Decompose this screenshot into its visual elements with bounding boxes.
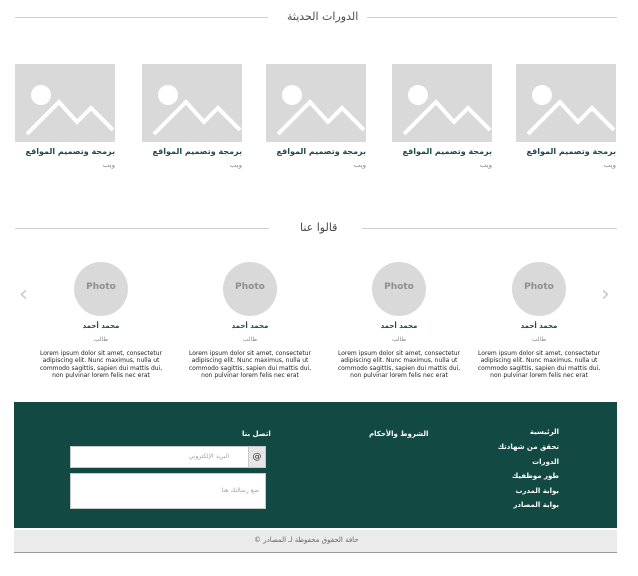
footer-link-develop-employees[interactable]: طور موظفيك xyxy=(511,472,559,480)
course-title[interactable]: برمجة وتصميم المواقع xyxy=(276,147,366,156)
photo-placeholder-label: Photo xyxy=(86,282,116,292)
course-thumbnail-image xyxy=(142,64,242,142)
header-divider-left xyxy=(15,17,268,18)
photo-placeholder-label: Photo xyxy=(524,282,554,292)
email-placeholder: البريد الإلكتروني xyxy=(188,453,229,460)
course-category: ويب xyxy=(603,161,616,169)
avatar xyxy=(512,262,566,316)
testimonial-text: Lorem ipsum dolor sit amet, consectetur adipiscing elit. Nunc maximus, nulla ut commodo sagittis, sapien dui mattis dui, non pulvinar lorem felis nec erat xyxy=(477,350,601,380)
testimonial-text: Lorem ipsum dolor sit amet, consectetur adipiscing elit. Nunc maximus, nulla ut commodo sagittis, sapien dui mattis dui, non pulvinar lorem felis nec erat xyxy=(337,350,461,380)
site-footer xyxy=(14,402,617,528)
avatar xyxy=(223,262,277,316)
photo-placeholder-label: Photo xyxy=(235,282,265,292)
course-thumbnail-image xyxy=(392,64,492,142)
course-title[interactable]: برمجة وتصميم المواقع xyxy=(25,147,115,156)
testimonial-card xyxy=(474,262,604,394)
email-field[interactable] xyxy=(70,446,266,468)
testimonial-name: محمد أحمد xyxy=(231,322,269,330)
recent-courses-header xyxy=(15,8,617,28)
message-placeholder: ضع رسالتك هنا xyxy=(221,487,259,494)
course-card[interactable] xyxy=(266,64,366,176)
course-category: ويب xyxy=(102,161,115,169)
testimonial-role: طالب xyxy=(531,336,547,343)
testimonial-card xyxy=(334,262,464,394)
course-thumbnail-image xyxy=(516,64,616,142)
course-title[interactable]: برمجة وتصميم المواقع xyxy=(402,147,492,156)
course-card[interactable] xyxy=(392,64,492,176)
footer-link-trainer-portal[interactable]: بوابة المدرب xyxy=(515,487,559,495)
message-field[interactable] xyxy=(70,473,266,509)
chevron-left-icon[interactable]: ‹ xyxy=(19,282,28,307)
testimonial-name: محمد أحمد xyxy=(82,322,120,330)
testimonial-text: Lorem ipsum dolor sit amet, consectetur adipiscing elit. Nunc maximus, nulla ut commodo sagittis, sapien dui mattis dui, non pulvinar lorem felis nec erat xyxy=(39,350,163,380)
footer-link-courses[interactable]: الدورات xyxy=(532,458,559,466)
course-thumbnail-image xyxy=(266,64,366,142)
header-divider-left xyxy=(15,228,269,229)
course-category: ويب xyxy=(479,161,492,169)
testimonials-header xyxy=(15,219,617,239)
course-card[interactable] xyxy=(516,64,616,176)
testimonials-title: قالوا عنا xyxy=(300,221,338,234)
contact-title: اتصل بنا xyxy=(242,430,271,438)
testimonial-role: طالب xyxy=(391,336,407,343)
testimonial-role: طالب xyxy=(242,336,258,343)
copyright-bar xyxy=(14,530,617,553)
terms-link[interactable]: الشروط والأحكام xyxy=(369,430,429,438)
testimonial-card xyxy=(185,262,315,394)
course-thumbnail-image xyxy=(15,64,115,142)
course-category: ويب xyxy=(229,161,242,169)
course-card[interactable] xyxy=(15,64,115,176)
photo-placeholder-label: Photo xyxy=(384,282,414,292)
course-title[interactable]: برمجة وتصميم المواقع xyxy=(152,147,242,156)
chevron-right-icon[interactable]: › xyxy=(601,282,610,307)
avatar xyxy=(74,262,128,316)
header-divider-right xyxy=(362,228,617,229)
at-sign-icon: @ xyxy=(248,447,265,467)
testimonial-role: طالب xyxy=(93,336,109,343)
testimonial-card xyxy=(36,262,166,394)
footer-link-verify-certificate[interactable]: تحقق من شهادتك xyxy=(497,443,559,451)
avatar xyxy=(372,262,426,316)
testimonial-name: محمد أحمد xyxy=(380,322,418,330)
testimonial-name: محمد أحمد xyxy=(520,322,558,330)
header-divider-right xyxy=(367,17,617,18)
course-category: ويب xyxy=(353,161,366,169)
testimonial-text: Lorem ipsum dolor sit amet, consectetur adipiscing elit. Nunc maximus, nulla ut commodo sagittis, sapien dui mattis dui, non pulvinar lorem felis nec erat xyxy=(188,350,312,380)
course-title[interactable]: برمجة وتصميم المواقع xyxy=(526,147,616,156)
course-card[interactable] xyxy=(142,64,242,176)
footer-link-resources-portal[interactable]: بوابة المصادر xyxy=(513,501,559,509)
recent-courses-title: الدورات الحديثة xyxy=(287,10,359,23)
footer-link-home[interactable]: الرئيسية xyxy=(529,428,559,436)
copyright-text: © حافة الحقوق محفوظة لـ المصادر xyxy=(254,536,359,544)
